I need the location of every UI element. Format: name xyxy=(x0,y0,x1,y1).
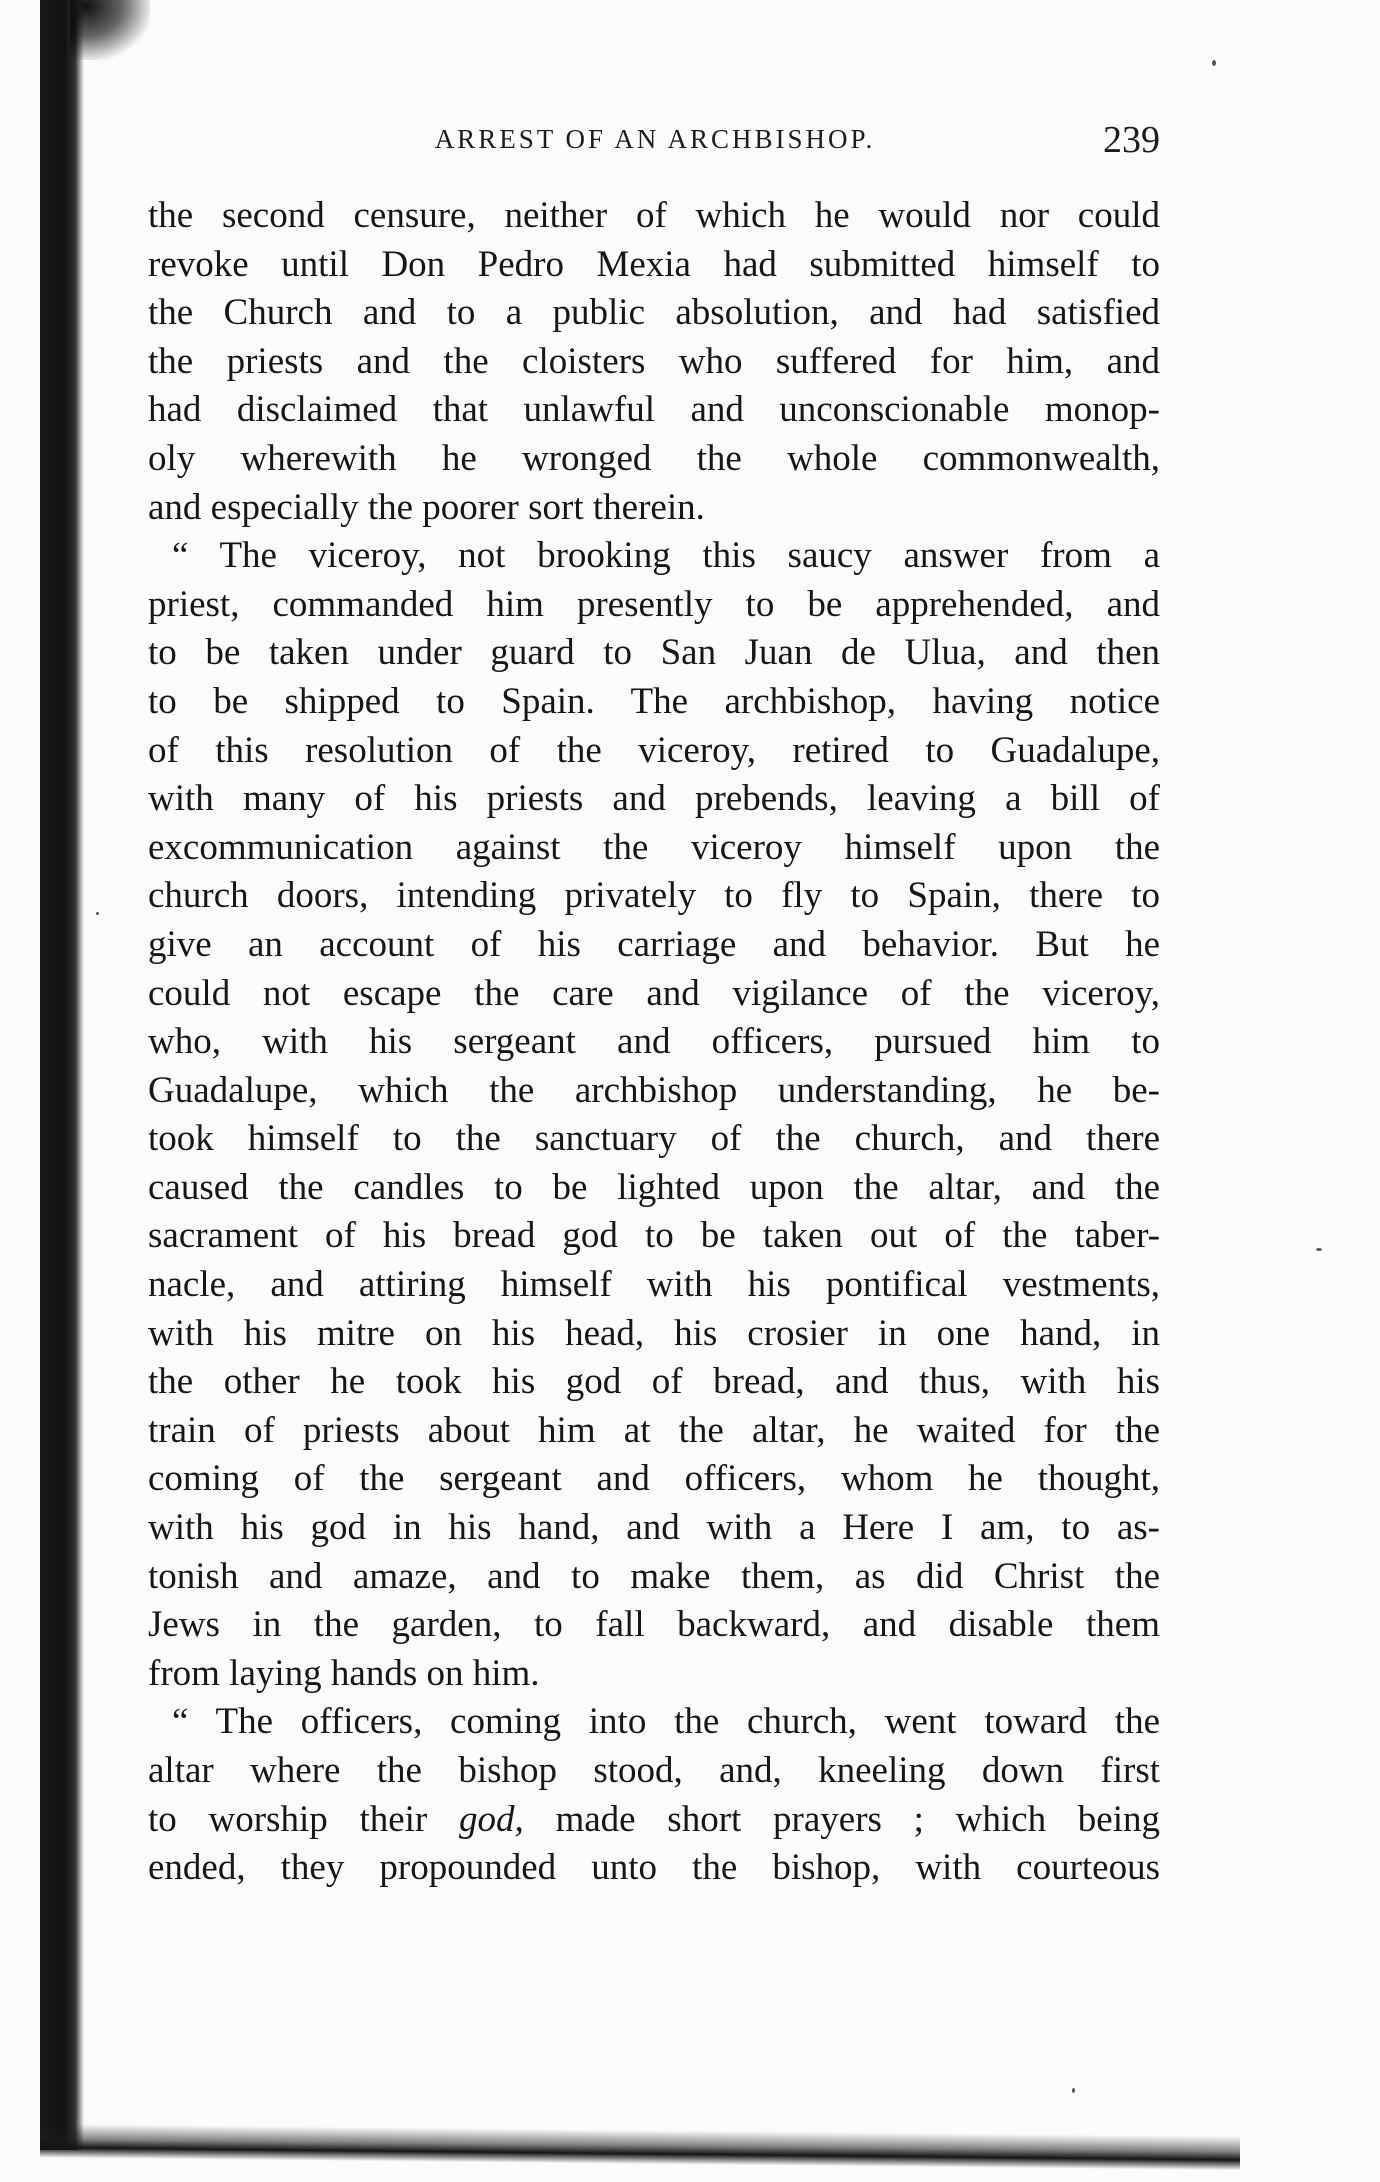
text-line: with his mitre on his head, his crosier in one hand, in xyxy=(148,1312,1160,1354)
text-line: with many of his priests and prebends, leaving a bill of xyxy=(148,778,1160,820)
scan-speck xyxy=(1316,1248,1322,1251)
text-line: priest, commanded him presently to be apprehended, and xyxy=(148,583,1160,625)
text-line: to be taken under guard to San Juan de Ulua, and then xyxy=(148,632,1160,674)
text-line: coming of the sergeant and officers, whom he thought, xyxy=(148,1458,1160,1500)
text-line: ended, they propounded unto the bishop, with courteous xyxy=(148,1847,1160,1889)
text-line: the second censure, neither of which he would nor could xyxy=(148,195,1160,236)
text-line: “ The officers, coming into the church, went toward the xyxy=(172,1701,1160,1743)
text-fragment: to worship their xyxy=(148,1798,459,1840)
paragraph-1 xyxy=(148,192,1160,532)
text-line: oly wherewith he wronged the whole commonwealth, xyxy=(148,437,1160,479)
text-line: could not escape the care and vigilance of the viceroy, xyxy=(148,972,1160,1014)
body-text xyxy=(148,192,1160,1893)
text-line: who, with his sergeant and officers, pursued him to xyxy=(148,1021,1160,1063)
page-number: 239 xyxy=(1103,119,1160,161)
text-line: nacle, and attiring himself with his pontifical vestments, xyxy=(148,1264,1160,1306)
paragraph-3 xyxy=(148,1698,1160,1892)
text-fragment: made short prayers ; which being xyxy=(523,1798,1160,1840)
text-line: revoke until Don Pedro Mexia had submitted himself to xyxy=(148,243,1160,285)
binding-shadow-top xyxy=(70,0,150,60)
text-line: Jews in the garden, to fall backward, and disable them xyxy=(148,1604,1160,1646)
text-line: train of priests about him at the altar, he waited for the xyxy=(148,1409,1160,1451)
text-line: “ The viceroy, not brooking this saucy answer from a xyxy=(172,535,1160,577)
text-line: with his god in his hand, and with a Here I am, to as- xyxy=(148,1507,1160,1549)
text-line: give an account of his carriage and behavior. But he xyxy=(148,923,1160,965)
running-head xyxy=(150,118,1160,168)
text-line: Guadalupe, which the archbishop understanding, he be- xyxy=(148,1069,1160,1111)
scan-speck xyxy=(1212,60,1216,66)
text-line: caused the candles to be lighted upon the altar, and the xyxy=(148,1166,1160,1208)
text-line: and especially the poorer sort therein. xyxy=(148,486,705,528)
text-line: the Church and to a public absolution, and had satisfied xyxy=(148,292,1160,334)
text-line: church doors, intending privately to fly to Spain, there to xyxy=(148,875,1160,917)
text-line: took himself to the sanctuary of the church, and there xyxy=(148,1118,1160,1160)
page-bottom-edge xyxy=(40,2124,1240,2171)
binding-shadow xyxy=(40,0,84,2150)
scan-speck xyxy=(96,912,99,915)
text-line: to be shipped to Spain. The archbishop, having notice xyxy=(148,680,1160,722)
scan-speck xyxy=(1072,2088,1075,2093)
text-line: of this resolution of the viceroy, retired to Guadalupe, xyxy=(148,729,1160,771)
text-line xyxy=(148,1796,1160,1845)
text-line: the priests and the cloisters who suffered for him, and xyxy=(148,340,1160,382)
text-line: altar where the bishop stood, and, kneeling down first xyxy=(148,1750,1160,1791)
text-line: excommunication against the viceroy himself upon the xyxy=(148,826,1160,868)
text-line: from laying hands on him. xyxy=(148,1652,540,1694)
running-title: ARREST OF AN ARCHBISHOP. xyxy=(434,124,876,154)
text-line: tonish and amaze, and to make them, as did Christ the xyxy=(148,1555,1160,1597)
text-line: sacrament of his bread god to be taken out of the taber- xyxy=(148,1215,1160,1257)
text-line: had disclaimed that unlawful and unconscionable monop- xyxy=(148,389,1160,431)
text-line: the other he took his god of bread, and thus, with his xyxy=(148,1361,1160,1403)
paragraph-2 xyxy=(148,532,1160,1698)
italic-word: god, xyxy=(458,1798,524,1840)
